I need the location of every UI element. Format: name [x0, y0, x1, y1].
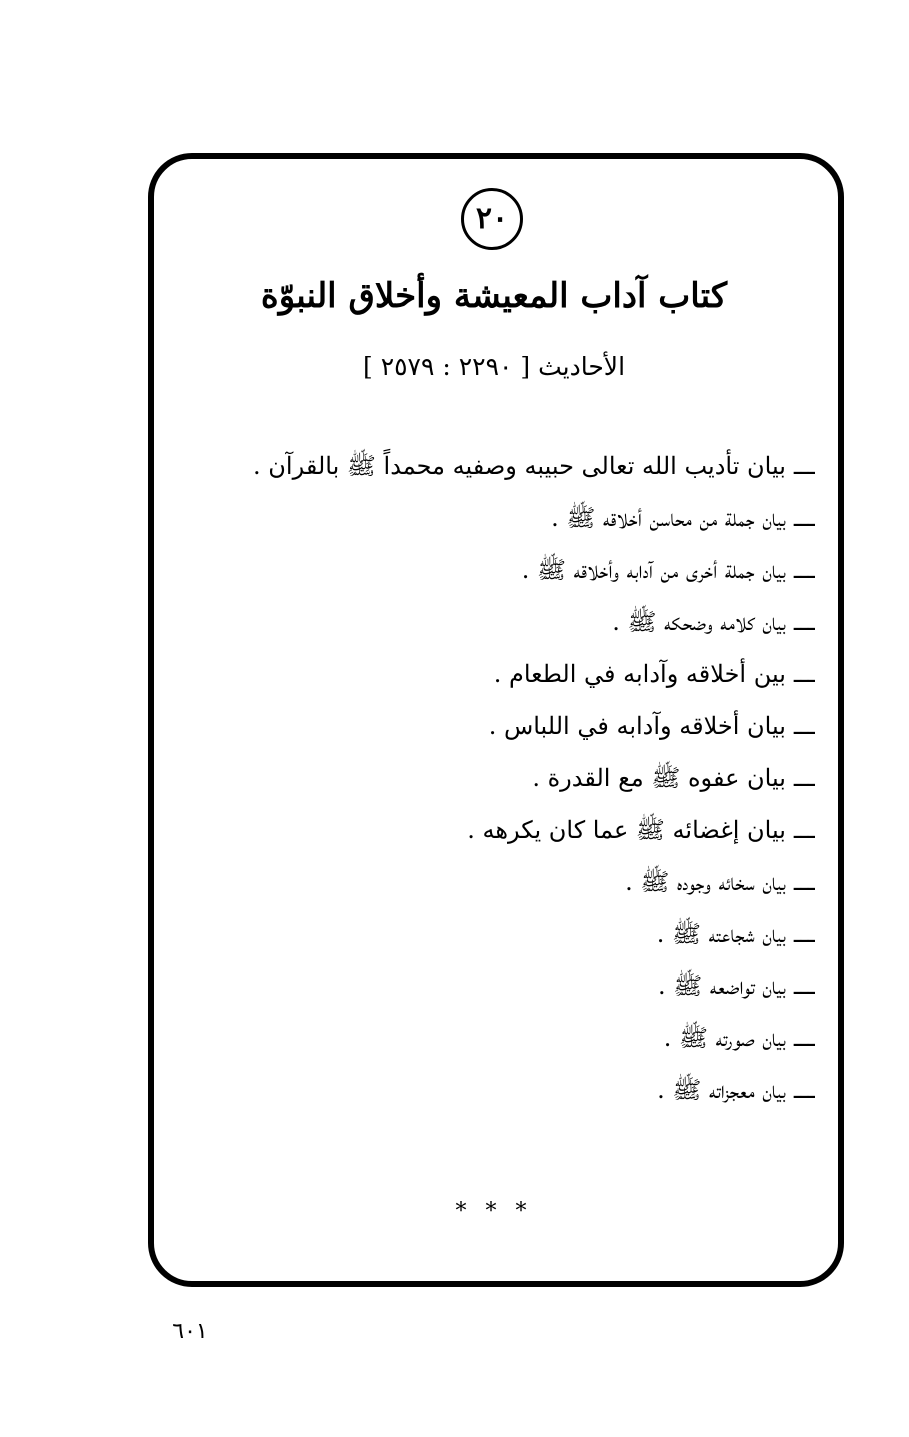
topic-text: بيان إغضائه ﷺ عما كان يكرهه .: [467, 816, 786, 844]
list-item: [165, 544, 815, 596]
list-bullet: ـــ: [793, 608, 815, 636]
list-bullet: ـــ: [793, 452, 815, 480]
topic-text: بيان سخائه وجوده ﷺ .: [625, 868, 786, 896]
topic-text: بين أخلاقه وآدابه في الطعام .: [493, 660, 786, 688]
topic-text: بيان أخلاقه وآدابه في اللباس .: [488, 712, 786, 740]
topic-text: بيان جملة أخرى من آدابه وأخلاقه ﷺ .: [521, 556, 786, 584]
chapter-number: ٢٠: [475, 201, 509, 236]
list-item: [165, 1064, 815, 1116]
topic-list: [165, 440, 815, 1116]
topic-text: بيان معجزاته ﷺ .: [657, 1076, 786, 1104]
list-item: [165, 440, 815, 492]
topic-text: بيان شجاعته ﷺ .: [656, 920, 786, 948]
list-bullet: ـــ: [793, 972, 815, 1000]
list-bullet: ـــ: [793, 764, 815, 792]
topic-text: بيان كلامه وضحكه ﷺ .: [612, 608, 786, 636]
list-bullet: ـــ: [793, 868, 815, 896]
list-bullet: ـــ: [793, 1024, 815, 1052]
section-separator: * * *: [455, 1199, 533, 1224]
list-bullet: ـــ: [793, 660, 815, 688]
topic-text: بيان تأديب الله تعالى حبيبه وصفيه محمداً ﷺ بالقرآن .: [253, 452, 786, 480]
chapter-number-badge: [461, 188, 523, 250]
list-item: [165, 596, 815, 648]
list-item: [165, 1012, 815, 1064]
list-bullet: ـــ: [793, 712, 815, 740]
list-bullet: ـــ: [793, 920, 815, 948]
hadith-range: الأحاديث [ ٢٢٩٠ : ٢٥٧٩ ]: [362, 352, 626, 381]
list-bullet: ـــ: [793, 816, 815, 844]
list-bullet: ـــ: [793, 556, 815, 584]
list-item: [165, 700, 815, 752]
list-item: [165, 804, 815, 856]
list-item: [165, 960, 815, 1012]
list-bullet: ـــ: [793, 504, 815, 532]
list-item: [165, 752, 815, 804]
topic-text: بيان تواضعه ﷺ .: [657, 972, 786, 1000]
list-item: [165, 492, 815, 544]
list-item: [165, 908, 815, 960]
list-item: [165, 648, 815, 700]
topic-text: بيان عفوه ﷺ مع القدرة .: [532, 764, 786, 792]
list-bullet: ـــ: [793, 1076, 815, 1104]
topic-text: بيان جملة من محاسن أخلاقه ﷺ .: [551, 504, 786, 532]
list-item: [165, 856, 815, 908]
topic-text: بيان صورته ﷺ .: [663, 1024, 786, 1052]
page-number: ٦٠١: [172, 1319, 208, 1344]
chapter-title: كتاب آداب المعيشة وأخلاق النبوّة: [260, 276, 728, 316]
